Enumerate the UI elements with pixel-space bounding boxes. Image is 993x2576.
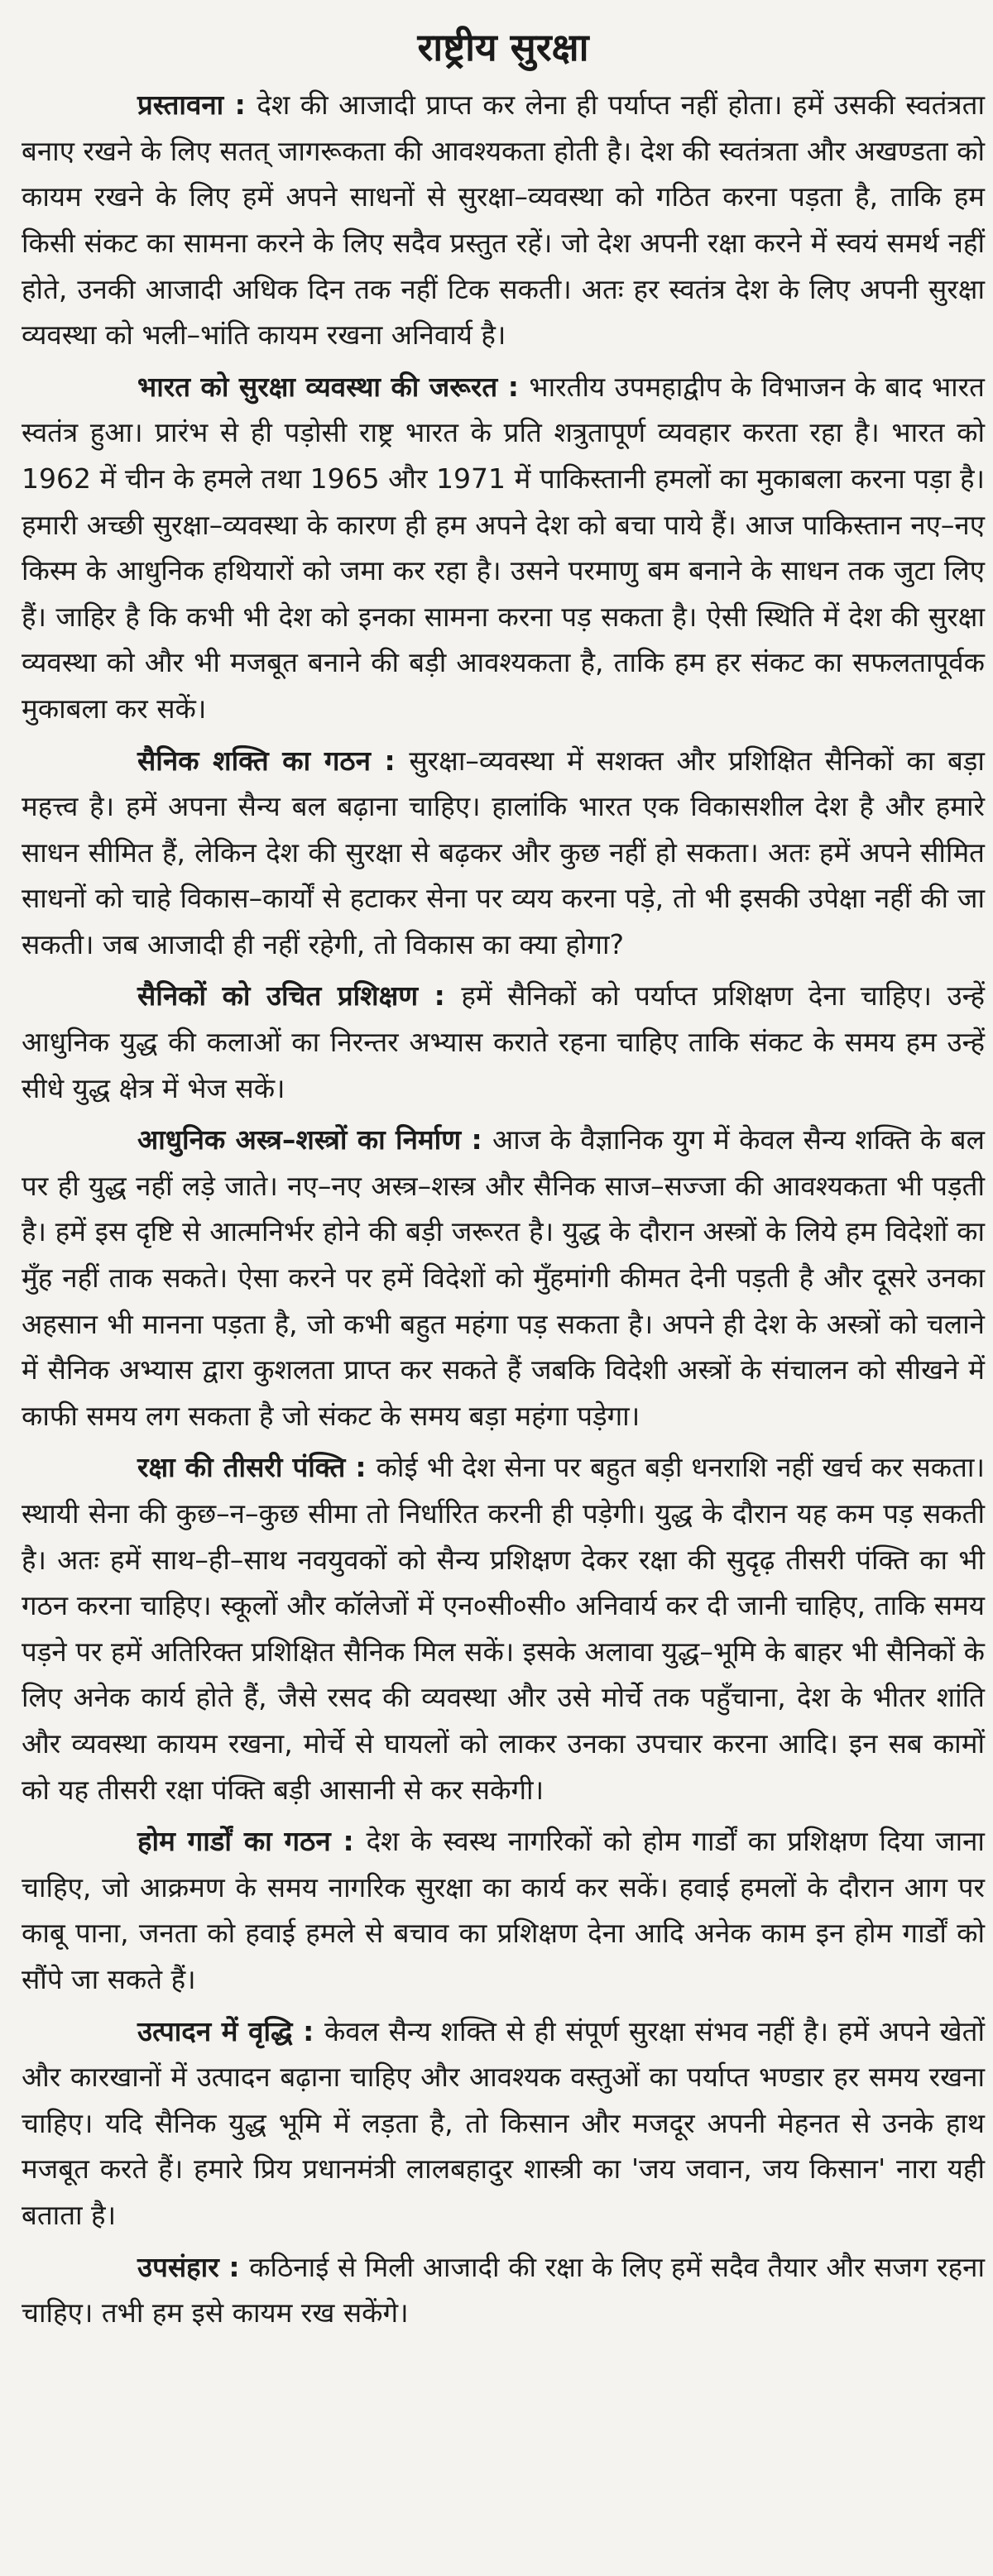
section-body: आज के वैज्ञानिक युग में केवल सैन्य शक्ति के बल पर ही युद्ध नहीं लड़े जाते। नए–नए अस्त्र–शस्त्र और सैनिक साज–सज्जा की आवश्यकता भी पड़ती है। हमें इस दृष्टि से आत्मनिर्भर होने की बड़ी जरूरत है। युद्ध के दौरान अस्त्रों के लिये हम विदेशों का मुँह नहीं ताक सकते। ऐसा करने पर हमें विदेशों को मुँहमांगी कीमत देनी पड़ती है और दूसरे उनका अहसान भी मानना पड़ता है, जो कभी बहुत महंगा पड़ सकता है। अपने ही देश के अस्त्रों को चलाने में सैनिक अभ्यास द्वारा कुशलता प्राप्त कर सकते हैं जबकि विदेशी अस्त्रों के संचालन को सीखने में काफी समय लग सकता है जो संकट के समय बड़ा महंगा पड़ेगा। <box>22 1123 985 1432</box>
heading-separator: : <box>461 1123 493 1156</box>
section-production-growth <box>22 2009 985 2238</box>
section-heading: होम गार्डों का गठन <box>137 1825 331 1858</box>
heading-separator: : <box>330 1825 367 1858</box>
section-introduction <box>22 82 985 358</box>
heading-separator: : <box>218 2250 250 2283</box>
heading-separator: : <box>370 744 410 777</box>
section-body: भारतीय उपमहाद्वीप के विभाजन के बाद भारत स्वतंत्र हुआ। प्रारंभ से ही पड़ोसी राष्ट्र भारत के प्रति शत्रुतापूर्ण व्यवहार करता रहा है। भारत को 1962 में चीन के हमले तथा 1965 और 1971 में पाकिस्तानी हमलों का मुकाबला करना पड़ा है। हमारी अच्छी सुरक्षा–व्यवस्था के कारण ही हम अपने देश को बचा पाये हैं। आज पाकिस्तान नए–नए किस्म के आधुनिक हथियारों को जमा कर रहा है। उसने परमाणु बम बनाने के साधन तक जुटा लिए हैं। जाहिर है कि कभी भी देश को इनका सामना करना पड़ सकता है। ऐसी स्थिति में देश की सुरक्षा व्यवस्था को और भी मजबूत बनाने की बड़ी आवश्यकता है, ताकि हम हर संकट का सफलतापूर्वक मुकाबला कर सकें। <box>22 370 985 725</box>
section-soldier-training <box>22 973 985 1111</box>
heading-separator: : <box>497 370 530 403</box>
section-body: सुरक्षा–व्यवस्था में सशक्त और प्रशिक्षित सैनिकों का बड़ा महत्त्व है। हमें अपना सैन्य बल बढ़ाना चाहिए। हालांकि भारत एक विकासशील देश है और हमारे साधन सीमित हैं, लेकिन देश की सुरक्षा से बढ़कर और कुछ नहीं हो सकता। अतः हमें अपने सीमित साधनों को चाहे विकास–कार्यों से हटाकर सेना पर व्यय करना पड़े, तो भी इसकी उपेक्षा नहीं की जा सकती। जब आजादी ही नहीं रहेगी, तो विकास का क्या होगा? <box>22 744 985 960</box>
section-home-guards <box>22 1818 985 2002</box>
essay-title: राष्ट्रीय सुरक्षा <box>417 25 589 69</box>
section-body: केवल सैन्य शक्ति से ही संपूर्ण सुरक्षा संभव नहीं है। हमें अपने खेतों और कारखानों में उत्पादन बढ़ाना चाहिए और आवश्यक वस्तुओं का पर्याप्त भण्डार हर समय रखना चाहिए। यदि सैनिक युद्ध भूमि में लड़ता है, तो किसान और मजदूर अपनी मेहनत से उनके हाथ मजबूत करते हैं। हमारे प्रिय प्रधानमंत्री लालबहादुर शास्त्री का 'जय जवान, जय किसान' नारा यही बताता है। <box>22 2014 985 2231</box>
section-body: कठिनाई से मिली आजादी की रक्षा के लिए हमें सदैव तैयार और सजग रहना चाहिए। तभी हम इसे कायम रख सकेंगे। <box>22 2250 985 2329</box>
section-body: देश के स्वस्थ नागरिकों को होम गार्डों का प्रशिक्षण दिया जाना चाहिए, जो आक्रमण के समय नागरिक सुरक्षा का कार्य कर सकें। हवाई हमलों के दौरान आग पर काबू पाना, जनता को हवाई हमले से बचाव का प्रशिक्षण देना आदि अनेक काम इन होम गार्डों को सौंपे जा सकते हैं। <box>22 1825 985 1995</box>
section-heading: आधुनिक अस्त्र–शस्त्रों का निर्माण <box>137 1123 462 1156</box>
section-body: देश की आजादी प्राप्त कर लेना ही पर्याप्त नहीं होता। हमें उसकी स्वतंत्रता बनाए रखने के लिए सतत् जागरूकता की आवश्यकता होती है। देश की स्वतंत्रता और अखण्डता को कायम रखने के लिए हमें अपने साधनों से सुरक्षा–व्यवस्था को गठित करना पड़ता है, ताकि हम किसी संकट का सामना करने के लिए सदैव प्रस्तुत रहें। जो देश अपनी रक्षा करने में स्वयं समर्थ नहीं होते, उनकी आजादी अधिक दिन तक नहीं टिक सकती। अतः हर स्वतंत्र देश के लिए अपनी सुरक्षा व्यवस्था को भली–भांति कायम रखना अनिवार्य है। <box>22 89 985 352</box>
section-heading: सैनिक शक्ति का गठन <box>137 744 371 777</box>
section-heading: उपसंहार <box>137 2250 219 2283</box>
heading-separator: : <box>223 89 257 122</box>
section-third-line-defence <box>22 1444 985 1812</box>
section-conclusion <box>22 2244 985 2336</box>
section-heading: सैनिकों को उचित प्रशिक्षण <box>137 979 419 1013</box>
section-modern-weapons <box>22 1117 985 1439</box>
section-body: हमें सैनिकों को पर्याप्त प्रशिक्षण देना चाहिए। उन्हें आधुनिक युद्ध की कलाओं का निरन्तर अभ्यास कराते रहना चाहिए ताकि संकट के समय हम उन्हें सीधे युद्ध क्षेत्र में भेज सकें। <box>22 979 985 1104</box>
section-military-strength <box>22 738 985 968</box>
section-body: कोई भी देश सेना पर बहुत बड़ी धनराशि नहीं खर्च कर सकता। स्थायी सेना की कुछ–न–कुछ सीमा तो निर्धारित करनी ही पड़ेगी। युद्ध के दौरान यह कम पड़ सकती है। अतः हमें साथ–ही–साथ नवयुवकों को सैन्य प्रशिक्षण देकर रक्षा की सुदृढ़ तीसरी पंक्ति का भी गठन करना चाहिए। स्कूलों और कॉलेजों में एन०सी०सी० अनिवार्य कर दी जानी चाहिए, ताकि समय पड़ने पर हमें अतिरिक्त प्रशिक्षित सैनिक मिल सकें। इसके अलावा युद्ध–भूमि के बाहर भी सैनिकों के लिए अनेक कार्य होते हैं, जैसे रसद की व्यवस्था और उसे मोर्चे तक पहुँचाना, देश के भीतर शांति और व्यवस्था कायम रखना, मोर्चे से घायलों को लाकर उनका उपचार करना आदि। इन सब कामों को यह तीसरी रक्षा पंक्ति बड़ी आसानी से कर सकेगी। <box>22 1451 985 1806</box>
heading-separator: : <box>345 1451 377 1484</box>
section-heading: भारत को सुरक्षा व्यवस्था की जरूरत <box>137 370 498 403</box>
heading-separator: : <box>292 2014 324 2047</box>
section-heading: उत्पादन में वृद्धि <box>137 2014 293 2047</box>
section-heading: प्रस्तावना <box>137 89 224 122</box>
section-need-for-security <box>22 364 985 732</box>
section-heading: रक्षा की तीसरी पंक्ति <box>137 1451 346 1484</box>
heading-separator: : <box>418 979 462 1013</box>
